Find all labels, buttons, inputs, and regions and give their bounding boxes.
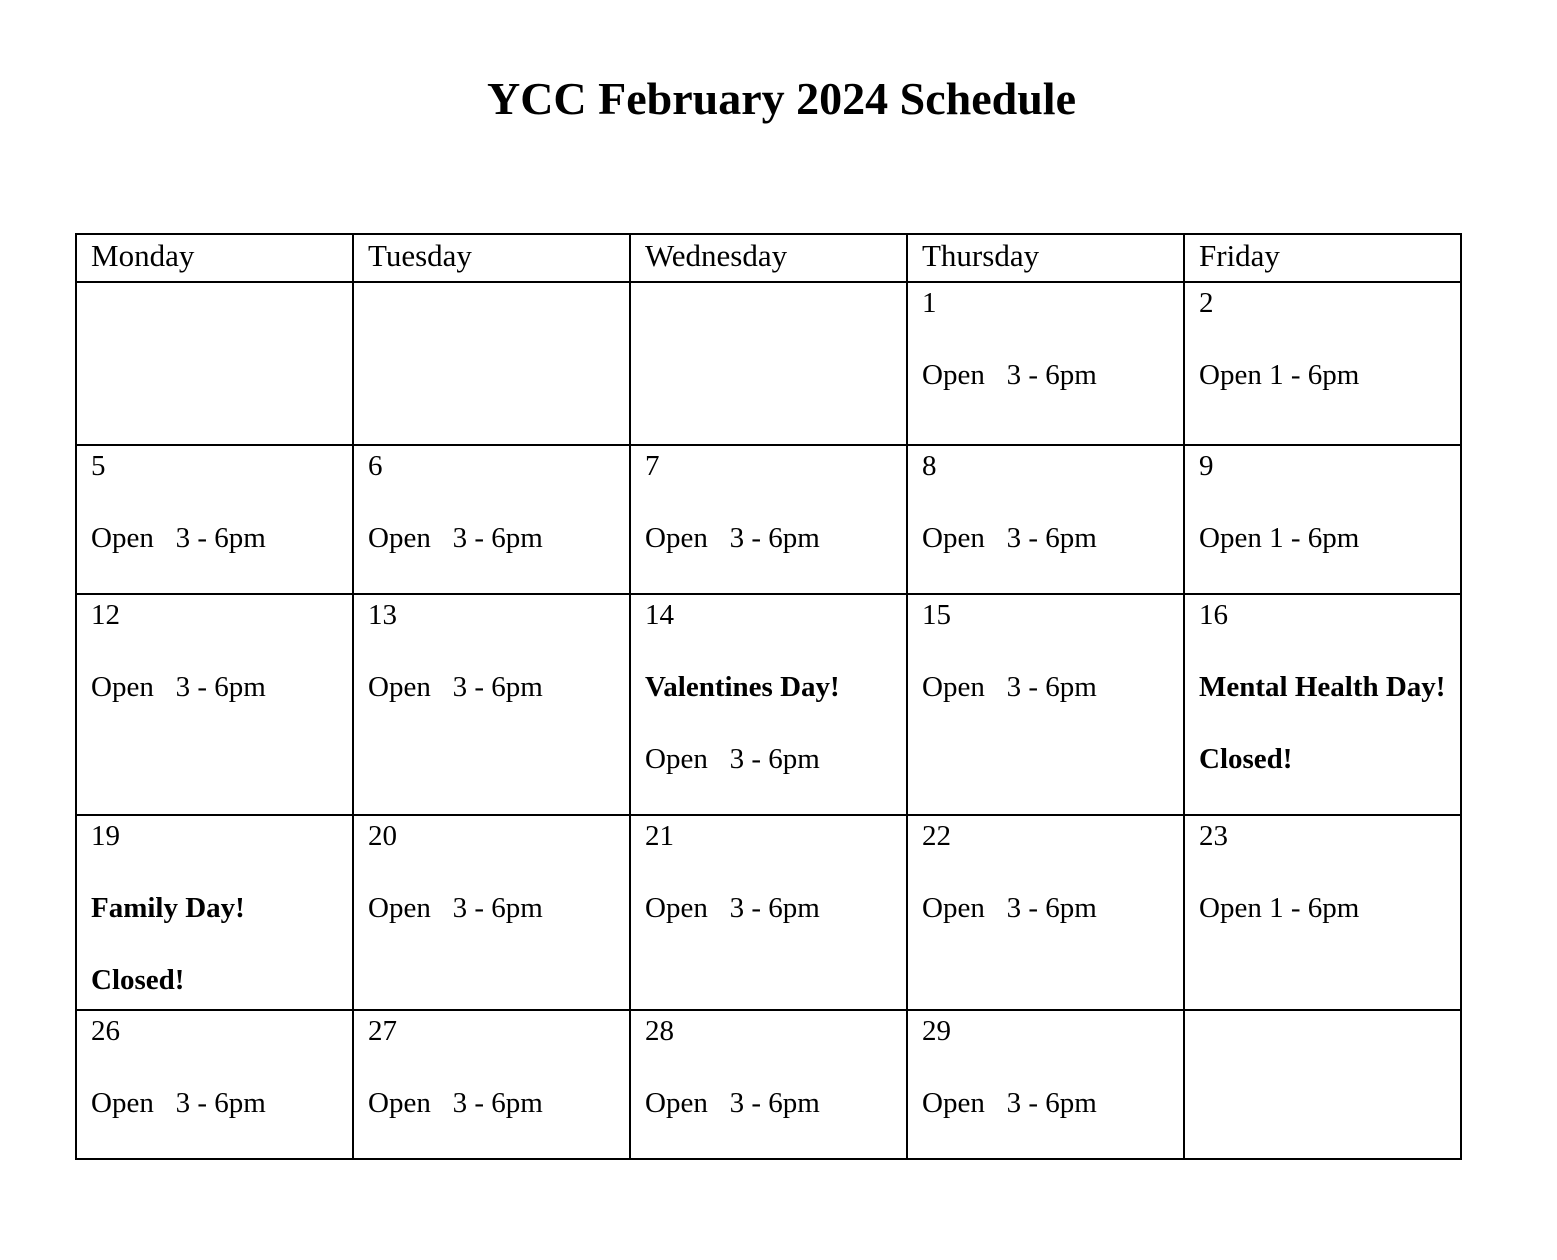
day-cell bbox=[1184, 282, 1461, 445]
day-number: 14 bbox=[645, 599, 674, 631]
opening-hours: Open 3 - 6pm bbox=[368, 671, 543, 703]
day-cell bbox=[1184, 1010, 1461, 1159]
day-number: 2 bbox=[1199, 287, 1214, 319]
event-note: Valentines Day! bbox=[645, 671, 840, 703]
day-cell bbox=[630, 594, 907, 815]
day-cell bbox=[76, 282, 353, 445]
opening-hours: Open 3 - 6pm bbox=[368, 1087, 543, 1119]
opening-hours: Open 3 - 6pm bbox=[645, 743, 820, 775]
day-number: 22 bbox=[922, 820, 951, 852]
day-cell bbox=[1184, 445, 1461, 594]
week-row bbox=[76, 594, 1461, 815]
weekday-header-wednesday: Wednesday bbox=[630, 234, 907, 282]
day-number: 20 bbox=[368, 820, 397, 852]
opening-hours: Open 3 - 6pm bbox=[645, 522, 820, 554]
schedule-calendar bbox=[75, 233, 1462, 1160]
opening-hours: Open 3 - 6pm bbox=[922, 359, 1097, 391]
opening-hours: Open 1 - 6pm bbox=[1199, 522, 1360, 554]
weekday-header-tuesday: Tuesday bbox=[353, 234, 630, 282]
day-number: 13 bbox=[368, 599, 397, 631]
day-number: 1 bbox=[922, 287, 937, 319]
day-cell bbox=[76, 1010, 353, 1159]
day-cell bbox=[907, 594, 1184, 815]
day-cell bbox=[353, 445, 630, 594]
day-cell bbox=[353, 815, 630, 1010]
day-cell bbox=[907, 445, 1184, 594]
day-number: 5 bbox=[91, 450, 106, 482]
day-number: 15 bbox=[922, 599, 951, 631]
event-note: Closed! bbox=[91, 964, 185, 996]
day-cell bbox=[1184, 594, 1461, 815]
weekday-header-thursday: Thursday bbox=[907, 234, 1184, 282]
day-number: 28 bbox=[645, 1015, 674, 1047]
day-number: 26 bbox=[91, 1015, 120, 1047]
weekday-header-friday: Friday bbox=[1184, 234, 1461, 282]
day-cell bbox=[1184, 815, 1461, 1010]
day-number: 7 bbox=[645, 450, 660, 482]
opening-hours: Open 3 - 6pm bbox=[645, 1087, 820, 1119]
weekday-header-row bbox=[76, 234, 1461, 282]
day-cell bbox=[907, 1010, 1184, 1159]
day-number: 19 bbox=[91, 820, 120, 852]
opening-hours: Open 3 - 6pm bbox=[645, 892, 820, 924]
day-number: 21 bbox=[645, 820, 674, 852]
day-cell bbox=[353, 594, 630, 815]
opening-hours: Open 3 - 6pm bbox=[922, 892, 1097, 924]
opening-hours: Open 3 - 6pm bbox=[91, 1087, 266, 1119]
event-note: Closed! bbox=[1199, 743, 1293, 775]
day-number: 27 bbox=[368, 1015, 397, 1047]
day-cell bbox=[630, 445, 907, 594]
week-row bbox=[76, 815, 1461, 1010]
opening-hours: Open 3 - 6pm bbox=[91, 671, 266, 703]
day-cell bbox=[76, 445, 353, 594]
day-number: 16 bbox=[1199, 599, 1228, 631]
page-title: YCC February 2024 Schedule bbox=[486, 73, 1077, 124]
opening-hours: Open 3 - 6pm bbox=[368, 522, 543, 554]
calendar-body bbox=[76, 282, 1461, 1159]
opening-hours: Open 3 - 6pm bbox=[368, 892, 543, 924]
day-cell bbox=[76, 594, 353, 815]
day-number: 23 bbox=[1199, 820, 1228, 852]
event-note: Family Day! bbox=[91, 892, 245, 924]
opening-hours: Open 1 - 6pm bbox=[1199, 359, 1360, 391]
week-row bbox=[76, 282, 1461, 445]
day-number: 12 bbox=[91, 599, 120, 631]
week-row bbox=[76, 1010, 1461, 1159]
day-cell bbox=[353, 1010, 630, 1159]
opening-hours: Open 3 - 6pm bbox=[922, 522, 1097, 554]
day-number: 29 bbox=[922, 1015, 951, 1047]
day-cell bbox=[907, 282, 1184, 445]
day-number: 6 bbox=[368, 450, 383, 482]
day-cell bbox=[630, 815, 907, 1010]
week-row bbox=[76, 445, 1461, 594]
opening-hours: Open 1 - 6pm bbox=[1199, 892, 1360, 924]
opening-hours: Open 3 - 6pm bbox=[922, 671, 1097, 703]
event-note: Mental Health Day! bbox=[1199, 671, 1446, 703]
day-number: 8 bbox=[922, 450, 937, 482]
day-cell bbox=[76, 815, 353, 1010]
day-cell bbox=[630, 282, 907, 445]
day-cell bbox=[353, 282, 630, 445]
opening-hours: Open 3 - 6pm bbox=[922, 1087, 1097, 1119]
opening-hours: Open 3 - 6pm bbox=[91, 522, 266, 554]
day-cell bbox=[630, 1010, 907, 1159]
day-cell bbox=[907, 815, 1184, 1010]
weekday-header-monday: Monday bbox=[76, 234, 353, 282]
day-number: 9 bbox=[1199, 450, 1214, 482]
